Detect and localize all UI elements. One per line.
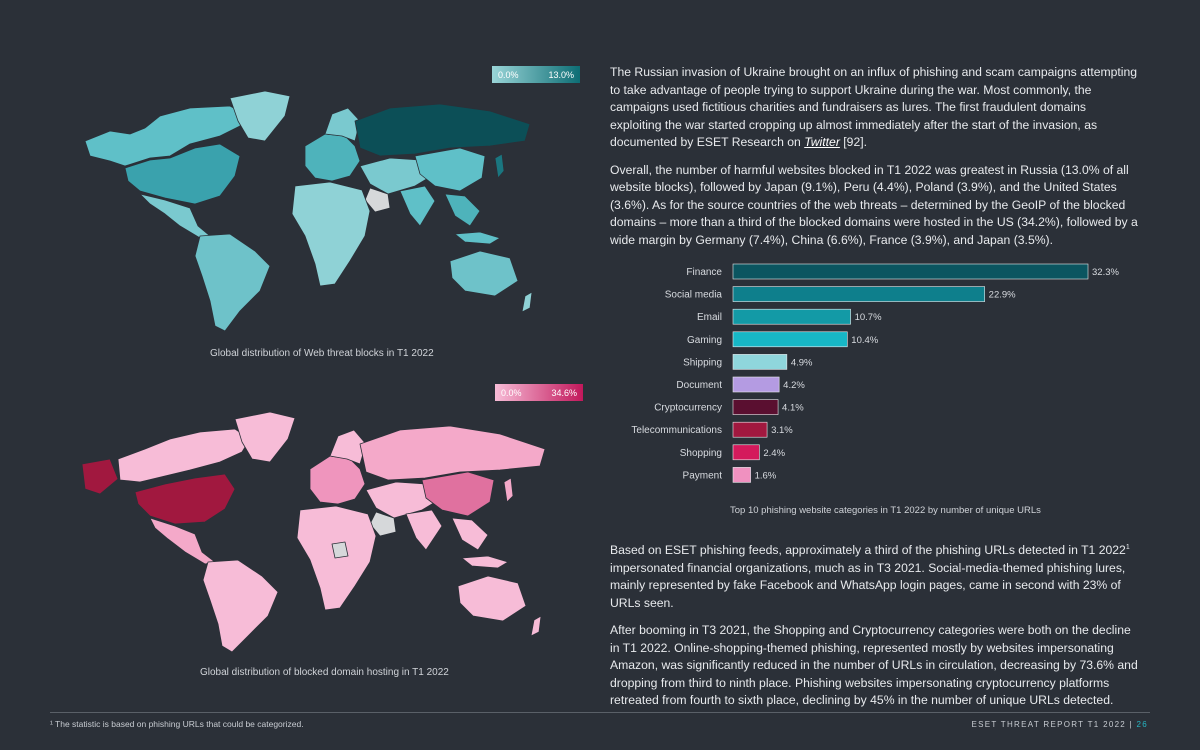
bar-8 <box>733 445 759 460</box>
map-web-threat-blocks <box>70 66 580 366</box>
footer-brand: ESET THREAT REPORT T1 2022 | 26 <box>971 720 1148 729</box>
bar-label-4: Shipping <box>683 357 722 369</box>
bar-3 <box>733 332 847 347</box>
bar-9 <box>733 467 751 482</box>
bar-2 <box>733 309 851 324</box>
map-legend-web-threats <box>492 66 580 83</box>
bar-0 <box>733 264 1088 279</box>
page-number: 26 <box>1136 720 1148 729</box>
legend-max: 34.6% <box>551 387 577 398</box>
paragraph-shopping-crypto: After booming in T3 2021, the Shopping and Cryptocurrency categories were both on the decline in T1 2022. Online-shopping-themed phishing, represented mostly by websites impersonating Amazon, was significantly reduced in the number of URLs in circulation, decreasing by 73.6% and dropping from third to ninth place. Phishing websites impersonating cryptocurrency platforms retreated from fourth to sixth place, declining by 45% in the number of unique URLs detected. <box>610 623 1138 708</box>
bar-value-3: 10.4% <box>851 334 879 346</box>
bar-value-0: 32.3% <box>1092 267 1119 278</box>
world-map-teal <box>70 86 540 336</box>
map-caption-web-threats: Global distribution of Web threat blocks in T1 2022 <box>210 348 434 359</box>
bar-6 <box>733 400 778 415</box>
world-map-pink <box>70 404 560 654</box>
bar-label-3: Gaming <box>686 334 722 346</box>
phishing-text <box>610 539 1138 720</box>
legend-min: 0.0% <box>501 387 522 398</box>
bar-label-9: Payment <box>682 470 722 482</box>
phishing-categories-chart <box>610 260 1150 488</box>
map-legend-domain-hosting <box>495 384 583 401</box>
bar-label-8: Shopping <box>679 447 722 459</box>
bar-7 <box>733 422 767 437</box>
map-caption-domain-hosting: Global distribution of blocked domain hosting in T1 2022 <box>200 667 449 678</box>
bar-value-8: 2.4% <box>763 447 786 459</box>
bar-value-5: 4.2% <box>783 380 805 391</box>
paragraph-ukraine: The Russian invasion of Ukraine brought on an influx of phishing and scam campaigns attempting to take advantage of people trying to support Ukraine during the war. Most commonly, the campaigns used fictitious charities and fundraisers as lures. The first fraudulent domains exploiting the war started cropping up almost immediately after the start of the invasion, as documented by ESET Research on Twitter [92]. <box>610 65 1138 149</box>
bar-value-6: 4.1% <box>782 402 804 414</box>
footnote: ¹ The statistic is based on phishing URLs that could be categorized. <box>50 719 304 729</box>
bar-value-1: 22.9% <box>988 289 1016 301</box>
bar-value-9: 1.6% <box>754 470 777 482</box>
bar-4 <box>733 354 787 369</box>
footer-divider <box>50 712 1150 713</box>
bar-label-6: Cryptocurrency <box>654 402 722 414</box>
legend-min: 0.0% <box>498 69 519 80</box>
bar-label-2: Email <box>696 312 722 324</box>
bar-label-7: Telecommunications <box>631 425 722 437</box>
bar-value-2: 10.7% <box>854 312 882 324</box>
bar-5 <box>733 377 779 392</box>
bar-label-1: Social media <box>664 289 722 301</box>
chart-caption: Top 10 phishing website categories in T1 2022 by number of unique URLs <box>730 505 1041 516</box>
bar-label-0: Finance <box>686 267 722 278</box>
paragraph-harmful-websites: Overall, the number of harmful websites blocked in T1 2022 was greatest in Russia (13.0% of all website blocks), followed by Japan (9.1%), Peru (4.4%), Poland (3.9%), and the United States (3.6%). As for the source countries of the web threats – determined by the GeoIP of the blocked domains – more than a third of the blocked domains were hosted in the US (34.2%), followed by a wide margin by Germany (7.4%), China (6.6%), France (3.9%), and Japan (3.5%). <box>610 162 1138 247</box>
intro-text <box>610 64 1138 259</box>
bar-1 <box>733 287 985 302</box>
map-blocked-domain-hosting <box>70 384 580 684</box>
bar-label-5: Document <box>676 380 722 391</box>
twitter-link[interactable]: Twitter <box>804 135 840 149</box>
legend-max: 13.0% <box>548 69 574 80</box>
bar-value-7: 3.1% <box>771 425 793 437</box>
bar-value-4: 4.9% <box>790 357 813 369</box>
paragraph-phishing-feeds: Based on ESET phishing feeds, approximately a third of the phishing URLs detected in T1 2022$^1$ impersonated financial organizations, much as in T3 2021. Social-media-themed phishing lures, mainly represented by fake Facebook and WhatsApp login pages, came in second with 23% of URLs seen. <box>610 543 1130 610</box>
